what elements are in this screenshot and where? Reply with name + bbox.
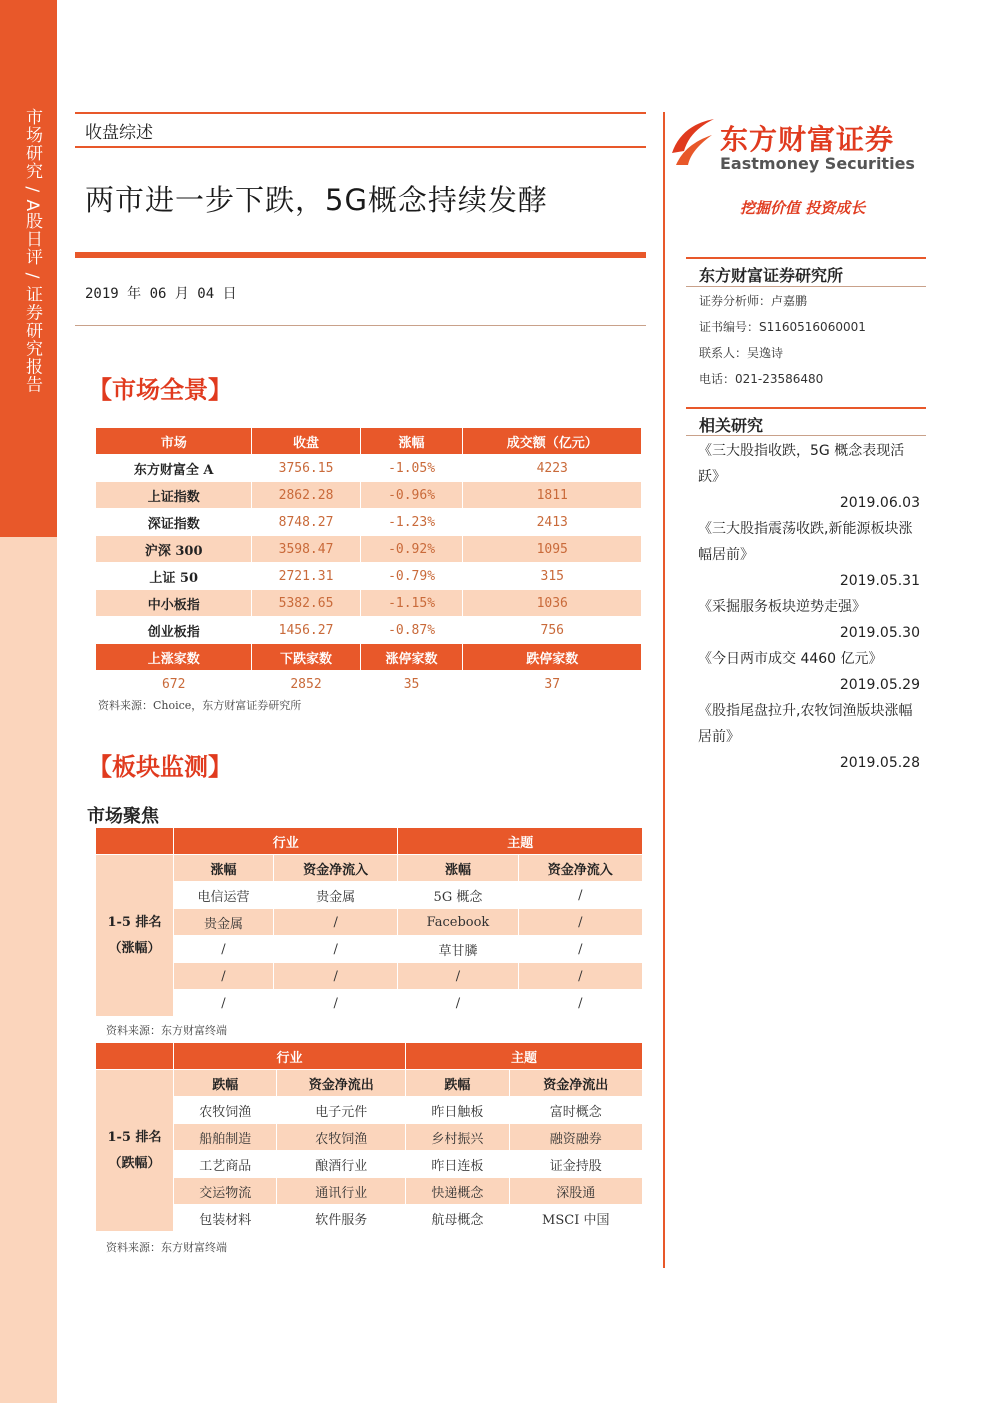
related-list — [698, 438, 920, 776]
sector-subheading: 市场聚焦 — [87, 806, 159, 827]
table-row — [96, 455, 642, 482]
count-header: 涨停家数 — [360, 644, 463, 671]
col-header: 市场 — [96, 428, 252, 455]
sidebar-band — [0, 0, 57, 1403]
table-row — [96, 1124, 643, 1151]
analyst-line: 证券分析师：卢嘉鹏 — [699, 294, 808, 308]
table-cell: 工艺商品 — [174, 1151, 277, 1178]
sector-down-source: 资料来源：东方财富终端 — [106, 1241, 227, 1254]
market-name: 上证 50 — [96, 563, 252, 590]
count-header: 下跌家数 — [252, 644, 360, 671]
related-item-title[interactable]: 《三大股指震荡收跌,新能源板块涨幅居前》 — [698, 521, 913, 563]
close-value: 2721.31 — [252, 563, 360, 590]
market-name: 沪深 300 — [96, 536, 252, 563]
change-value: -1.05% — [360, 455, 463, 482]
col-header: 涨幅 — [398, 855, 518, 882]
brand-logo-icon — [668, 115, 720, 170]
rank-label: 1-5 排名（涨幅） — [96, 855, 174, 1017]
table-row — [96, 671, 642, 698]
table-cell: / — [518, 963, 642, 990]
brand-name-cn: 东方财富证券 — [720, 123, 895, 156]
group-theme: 主题 — [398, 828, 643, 855]
table-cell: MSCI 中国 — [509, 1205, 642, 1232]
table-cell: 农牧饲渔 — [277, 1124, 406, 1151]
table-cell: 交运物流 — [174, 1178, 277, 1205]
change-value: -0.92% — [360, 536, 463, 563]
related-item-date: 2019.06.03 — [839, 495, 920, 511]
institute-top-rule — [686, 257, 926, 259]
col-header: 资金净流入 — [518, 855, 642, 882]
table-cell: / — [273, 936, 397, 963]
table-cell: 乡村振兴 — [406, 1124, 509, 1151]
institute-rule — [686, 286, 926, 287]
table-cell: 酿酒行业 — [277, 1151, 406, 1178]
table-cell: / — [518, 882, 642, 909]
col-header: 资金净流出 — [509, 1070, 642, 1097]
table-cell: 电信运营 — [174, 882, 274, 909]
table-cell: 包装材料 — [174, 1205, 277, 1232]
count-header: 跌停家数 — [463, 644, 642, 671]
related-rule — [686, 435, 926, 436]
table-cell: 富时概念 — [509, 1097, 642, 1124]
turnover-value: 315 — [463, 563, 642, 590]
change-value: -1.15% — [360, 590, 463, 617]
table-cell: 电子元件 — [277, 1097, 406, 1124]
institute-title: 东方财富证券研究所 — [699, 266, 844, 285]
related-item-date: 2019.05.28 — [839, 755, 920, 771]
related-item-title[interactable]: 《股指尾盘拉升,农牧饲渔版块涨幅居前》 — [698, 703, 913, 745]
market-table — [95, 427, 642, 698]
table-row — [96, 1178, 643, 1205]
section-rule — [75, 146, 646, 148]
table-cell: / — [398, 963, 518, 990]
brand-slogan: 挖掘价值 投资成长 — [740, 199, 866, 217]
brand-name-en: Eastmoney Securities — [720, 154, 915, 173]
table-row — [96, 936, 643, 963]
rise-count: 672 — [96, 671, 252, 698]
section-tag: 收盘综述 — [85, 123, 153, 143]
turnover-value: 4223 — [463, 455, 642, 482]
corner-cell — [96, 828, 174, 855]
table-cell: / — [273, 990, 397, 1017]
table-cell: 船舶制造 — [174, 1124, 277, 1151]
rank-label: 1-5 排名（跌幅） — [96, 1070, 174, 1232]
col-header: 资金净流出 — [277, 1070, 406, 1097]
title-rule — [75, 252, 646, 258]
market-heading: 【市场全景】 — [88, 375, 232, 404]
table-cell: 5G 概念 — [398, 882, 518, 909]
col-header: 跌幅 — [174, 1070, 277, 1097]
table-cell: 通讯行业 — [277, 1178, 406, 1205]
table-cell: 软件服务 — [277, 1205, 406, 1232]
turnover-value: 2413 — [463, 509, 642, 536]
fall-count: 2852 — [252, 671, 360, 698]
table-row — [96, 963, 643, 990]
related-item-date: 2019.05.30 — [839, 625, 920, 641]
market-source: 资料来源：Choice，东方财富证券研究所 — [98, 699, 302, 712]
table-cell: / — [518, 909, 642, 936]
table-cell: 证金持股 — [509, 1151, 642, 1178]
column-divider — [663, 112, 665, 1268]
sidebar-label: 市场研究 / A股日评 / 证券研究报告 — [22, 108, 42, 394]
table-cell: 航母概念 — [406, 1205, 509, 1232]
table-cell: 农牧饲渔 — [174, 1097, 277, 1124]
table-cell: / — [174, 990, 274, 1017]
table-row — [96, 617, 642, 644]
close-value: 3598.47 — [252, 536, 360, 563]
group-industry: 行业 — [174, 1043, 406, 1070]
related-top-rule — [686, 407, 926, 409]
table-cell: 贵金属 — [174, 909, 274, 936]
top-rule — [75, 112, 646, 114]
group-theme: 主题 — [406, 1043, 643, 1070]
contact-line: 联系人：吴逸诗 — [699, 346, 784, 360]
close-value: 2862.28 — [252, 482, 360, 509]
col-header: 涨幅 — [360, 428, 463, 455]
table-cell: / — [273, 963, 397, 990]
market-name: 创业板指 — [96, 617, 252, 644]
market-name: 中小板指 — [96, 590, 252, 617]
close-value: 1456.27 — [252, 617, 360, 644]
count-header: 上涨家数 — [96, 644, 252, 671]
table-cell: 深股通 — [509, 1178, 642, 1205]
change-value: -1.23% — [360, 509, 463, 536]
related-item-date: 2019.05.29 — [839, 677, 920, 693]
table-row — [96, 1205, 643, 1232]
group-industry: 行业 — [174, 828, 398, 855]
limit-up-count: 35 — [360, 671, 463, 698]
table-row — [96, 536, 642, 563]
corner-cell — [96, 1043, 174, 1070]
table-row — [96, 909, 643, 936]
related-item-title[interactable]: 《三大股指收跌，5G 概念表现活跃》 — [698, 443, 905, 485]
table-cell: / — [518, 990, 642, 1017]
table-row — [96, 590, 642, 617]
table-cell: / — [398, 990, 518, 1017]
table-row — [96, 990, 643, 1017]
table-row — [96, 563, 642, 590]
turnover-value: 1811 — [463, 482, 642, 509]
phone-line: 电话：021-23586480 — [699, 372, 824, 386]
turnover-value: 756 — [463, 617, 642, 644]
related-item-title[interactable]: 《采掘服务板块逆势走强》 — [698, 599, 866, 615]
col-header: 涨幅 — [174, 855, 274, 882]
close-value: 8748.27 — [252, 509, 360, 536]
table-cell: Facebook — [398, 909, 518, 936]
table-cell: 快递概念 — [406, 1178, 509, 1205]
table-row — [96, 509, 642, 536]
sector-down-table — [95, 1042, 643, 1232]
col-header: 资金净流入 — [273, 855, 397, 882]
close-value: 5382.65 — [252, 590, 360, 617]
col-header: 成交额（亿元） — [463, 428, 642, 455]
cert-line: 证书编号：S1160516060001 — [699, 320, 866, 334]
table-cell: / — [174, 936, 274, 963]
page-title: 两市进一步下跌，5G概念持续发酵 — [85, 183, 548, 217]
turnover-value: 1095 — [463, 536, 642, 563]
table-row — [96, 1151, 643, 1178]
table-cell: / — [273, 909, 397, 936]
related-item-date: 2019.05.31 — [839, 573, 920, 589]
col-header: 收盘 — [252, 428, 360, 455]
table-cell: 草甘膦 — [398, 936, 518, 963]
market-name: 上证指数 — [96, 482, 252, 509]
sector-up-source: 资料来源：东方财富终端 — [106, 1024, 227, 1037]
change-value: -0.79% — [360, 563, 463, 590]
col-header: 跌幅 — [406, 1070, 509, 1097]
market-name: 深证指数 — [96, 509, 252, 536]
close-value: 3756.15 — [252, 455, 360, 482]
report-date: 2019 年 06 月 04 日 — [85, 286, 237, 302]
date-rule — [75, 325, 646, 326]
table-cell: 昨日连板 — [406, 1151, 509, 1178]
sector-up-table — [95, 827, 643, 1017]
table-cell: / — [174, 963, 274, 990]
market-name: 东方财富全 A — [96, 455, 252, 482]
table-cell: 昨日触板 — [406, 1097, 509, 1124]
change-value: -0.96% — [360, 482, 463, 509]
sector-heading: 【板块监测】 — [88, 752, 232, 781]
related-title: 相关研究 — [699, 416, 764, 435]
change-value: -0.87% — [360, 617, 463, 644]
table-row — [96, 482, 642, 509]
table-cell: / — [518, 936, 642, 963]
limit-down-count: 37 — [463, 671, 642, 698]
table-cell: 贵金属 — [273, 882, 397, 909]
turnover-value: 1036 — [463, 590, 642, 617]
related-item-title[interactable]: 《今日两市成交 4460 亿元》 — [698, 651, 883, 667]
table-row — [96, 882, 643, 909]
table-cell: 融资融券 — [509, 1124, 642, 1151]
table-row — [96, 1097, 643, 1124]
